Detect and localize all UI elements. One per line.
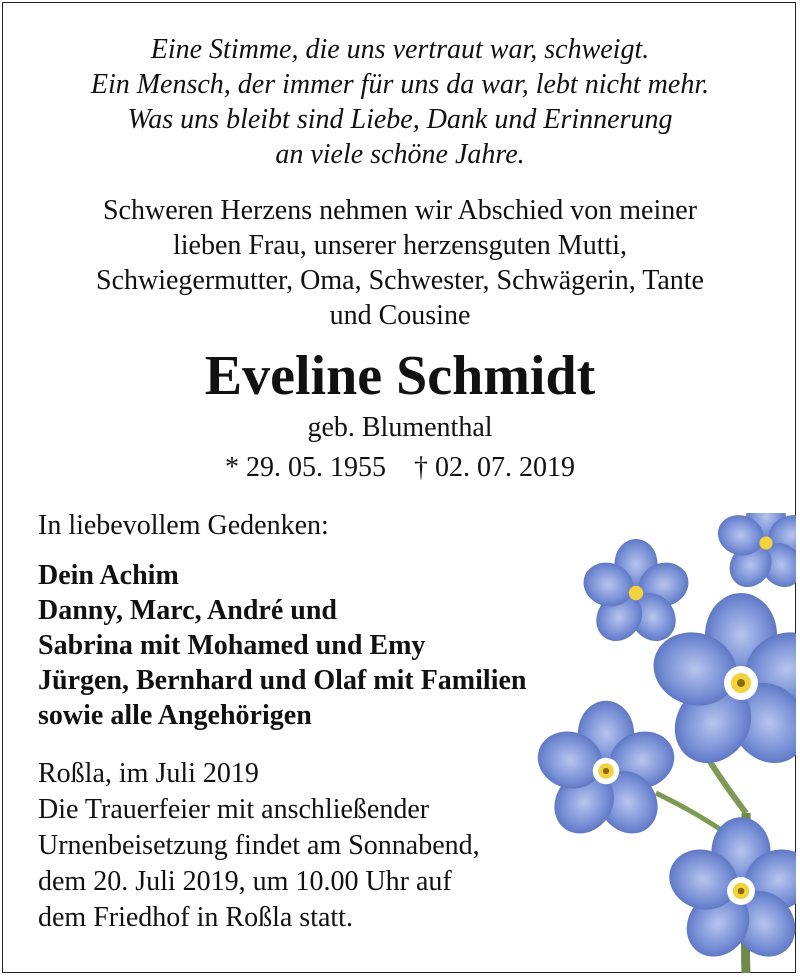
birth-name: geb. Blumenthal [307, 412, 493, 443]
mourner-line: Jürgen, Bernhard und Olaf mit Familien [38, 665, 527, 696]
place-date: Roßla, im Juli 2019 [38, 758, 259, 789]
intro-line: und Cousine [329, 300, 471, 331]
funeral-info-line: Urnenbeisetzung findet am Sonnabend, [38, 830, 480, 861]
poem-line: an viele schöne Jahre. [275, 139, 525, 170]
poem-line: Eine Stimme, die uns vertraut war, schweigt. [150, 34, 650, 65]
mourner-line: Danny, Marc, André und [38, 595, 337, 626]
poem-line: Was uns bleibt sind Liebe, Dank und Erinnerung [127, 104, 673, 135]
intro-line: Schwiegermutter, Oma, Schwester, Schwägerin, Tante [96, 265, 704, 296]
in-memory-heading: In liebevollem Gedenken: [38, 510, 329, 541]
farewell-intro [0, 193, 800, 333]
funeral-info-line: dem 20. Juli 2019, um 10.00 Uhr auf [38, 866, 452, 897]
funeral-info-line: dem Friedhof in Roßla statt. [38, 902, 353, 933]
mourner-line: sowie alle Angehörigen [38, 700, 312, 731]
mourner-line: Sabrina mit Mohamed und Emy [38, 630, 426, 661]
funeral-info-line: Die Trauerfeier mit anschließender [38, 794, 430, 825]
memorial-poem [0, 32, 800, 172]
deceased-name: Eveline Schmidt [204, 345, 596, 407]
mourners-list [38, 558, 526, 733]
mourner-line: Dein Achim [38, 560, 179, 591]
poem-line: Ein Mensch, der immer für uns da war, lebt nicht mehr. [90, 69, 710, 100]
intro-line: lieben Frau, unserer herzensguten Mutti, [172, 230, 628, 261]
intro-line: Schweren Herzens nehmen wir Abschied von meiner [102, 195, 698, 226]
funeral-info [38, 756, 480, 936]
life-dates: * 29. 05. 1955 † 02. 07. 2019 [225, 452, 575, 483]
